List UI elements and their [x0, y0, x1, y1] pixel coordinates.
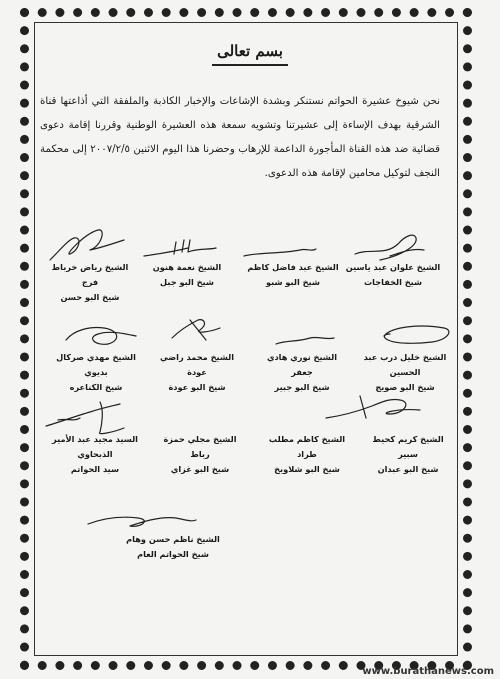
signatory-tribe: شيخ البو صويج: [375, 382, 435, 392]
document-title: بسم تعالى: [217, 42, 283, 60]
signatory-5: [360, 350, 450, 395]
signatory-name: الشيخ كاظم مطلب طراد: [268, 434, 346, 459]
signatory-tribe: شيخ الكناعره: [69, 382, 123, 392]
signatory-6: [262, 350, 342, 395]
signatory-name: الشيخ رياض خرباط فرج: [51, 262, 129, 287]
signatory-name: الشيخ نعمة هنون: [152, 262, 222, 272]
signatory-tribe: شيخ البو شبو: [266, 277, 320, 287]
signatory-name: الشيخ محمد راضي عودة: [159, 352, 235, 377]
signatory-3: [132, 260, 242, 290]
signatory-name: الشيخ مهدي صركال بديوي: [56, 352, 136, 377]
signatory-name: الشيخ ناظم حسن وهام: [126, 534, 220, 544]
signatory-tribe: شيخ البو شلاويخ: [274, 464, 340, 474]
signatory-4: [44, 260, 136, 305]
signatory-7: [152, 350, 242, 395]
signatory-12: [44, 432, 146, 477]
signatory-name: السيد مجيد عبد الأمير الذبحاوي: [52, 434, 138, 459]
signatory-10: [262, 432, 352, 477]
signatory-tribe: شيخ البو جبل: [160, 277, 214, 287]
signatory-name: الشيخ خليل درب عبد الحسين: [363, 352, 447, 377]
signatory-name: الشيخ كريم كحيط سبير: [372, 434, 444, 459]
signatory-tribe: شيخ البو غزاي: [170, 464, 230, 474]
watermark: www.burathanews.com: [362, 666, 494, 677]
title-underline: [212, 64, 288, 66]
signatory-tribe: شيخ البو عبدان: [377, 464, 439, 474]
signature-11: [80, 504, 200, 534]
signatory-9: [366, 432, 450, 477]
signature-7: [160, 310, 230, 346]
signatory-name: الشيخ نوري هادي جعفر: [266, 352, 338, 377]
signatory-name: الشيخ علوان عبد ياسين: [345, 262, 441, 272]
signatory-11: [160, 432, 240, 477]
signatory-tribe: سيد الحواتم: [70, 464, 120, 474]
signature-8: [60, 318, 140, 350]
signatory-13: [108, 532, 238, 562]
statement-paragraph: نحن شيوخ عشيرة الحواتم نستنكر وبشدة الإشاعات والإخبار الكاذبة والملفقة التي أذاعتها قناة الشرقية بهدف الإساءة إلى عشيرتنا وتشويه سمعة هذه العشيرة الوطنية وقررنا إقامة دعوى قضائية ضد هذه القناة المأجورة الداعمة للإرهاب وحضرنا هذا اليوم الاثنين ٢٠٠٧/٢/٥ إلى محكمة النجف لتوكيل محامين لإقامة هذه الدعوى.: [40, 96, 440, 179]
signatory-tribe: شيخ الحواتم العام: [137, 549, 209, 559]
signatory-tribe: شيخ البو حسن: [60, 292, 120, 302]
signatory-8: [50, 350, 142, 395]
signatory-name: الشيخ مجلي حمزة رباط: [163, 434, 237, 459]
signatory-1: [338, 260, 448, 290]
signatory-tribe: شيخ البو عودة: [168, 382, 226, 392]
signatory-name: الشيخ عبد فاضل كاظم: [247, 262, 339, 272]
signatory-tribe: شيخ الخفاجات: [363, 277, 423, 287]
signature-5: [376, 318, 456, 348]
signatory-tribe: شيخ البو جبير: [274, 382, 330, 392]
signature-6: [270, 326, 340, 350]
signatory-2: [238, 260, 348, 290]
